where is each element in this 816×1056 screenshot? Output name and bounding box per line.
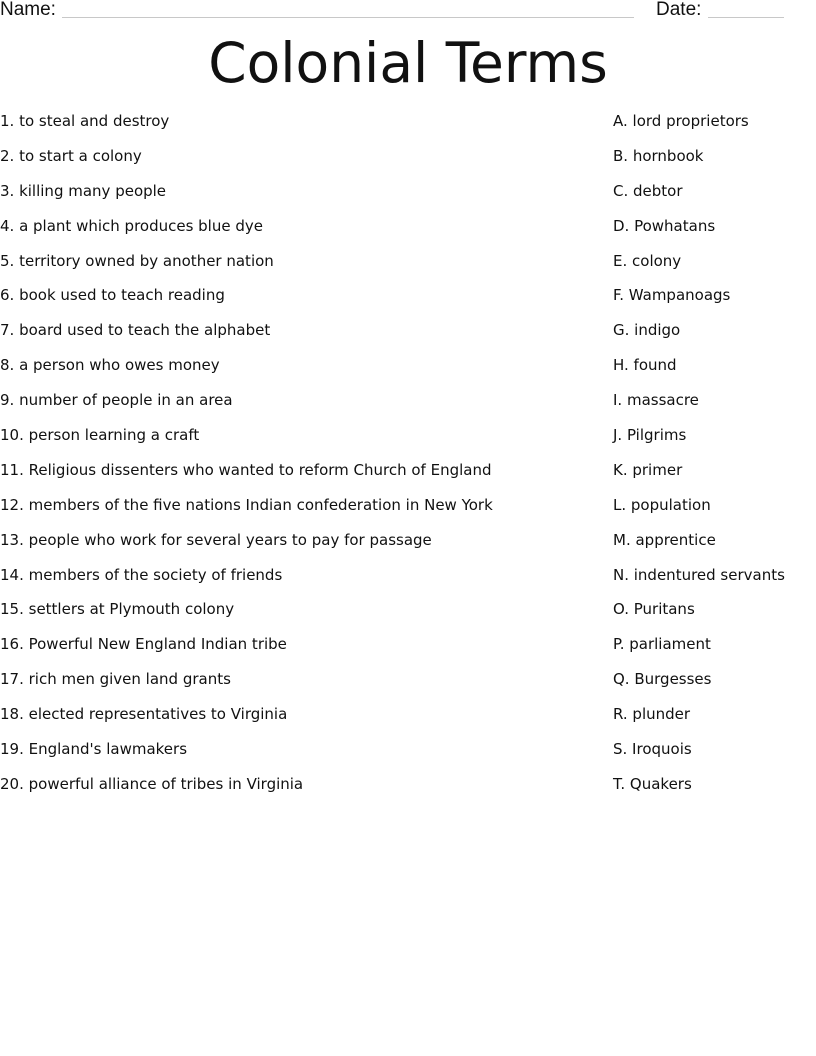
answer-item: G. indigo [613, 321, 681, 340]
answer-item: S. Iroquois [613, 740, 692, 759]
clue-item: 2. to start a colony [0, 146, 142, 165]
clue-item: 14. members of the society of friends [0, 565, 283, 584]
clue-item: 11. Religious dissenters who wanted to reform Church of England [0, 460, 492, 479]
clue-item: 20. powerful alliance of tribes in Virginia [0, 774, 304, 793]
answer-item: H. found [613, 356, 677, 375]
answer-item: J. Pilgrims [613, 426, 687, 445]
clue-item: 19. England's lawmakers [0, 740, 188, 759]
name-blank-line [62, 17, 634, 18]
name-label: Name: [0, 0, 56, 20]
clue-item: 6. book used to teach reading [0, 286, 225, 305]
answer-item: N. indentured servants [613, 565, 785, 584]
answer-item: E. colony [613, 251, 682, 270]
clue-item: 12. members of the five nations Indian confederation in New York [0, 495, 493, 514]
clue-item: 13. people who work for several years to pay for passage [0, 530, 432, 549]
answer-item: F. Wampanoags [613, 286, 731, 305]
worksheet-header [0, 0, 816, 24]
answer-item: M. apprentice [613, 530, 716, 549]
clue-item: 4. a plant which produces blue dye [0, 216, 263, 235]
answer-item: L. population [613, 495, 711, 514]
worksheet-title: Colonial Terms [208, 31, 608, 95]
answer-item: A. lord proprietors [613, 112, 749, 130]
clue-item: 1. to steal and destroy [0, 112, 170, 130]
answer-item: R. plunder [613, 705, 691, 724]
answer-item: I. massacre [613, 391, 699, 410]
answer-item: B. hornbook [613, 146, 704, 165]
answer-item: C. debtor [613, 181, 683, 200]
clue-item: 7. board used to teach the alphabet [0, 321, 271, 340]
answer-item: T. Quakers [613, 774, 692, 793]
answer-item: D. Powhatans [613, 216, 716, 235]
clue-item: 3. killing many people [0, 181, 167, 200]
clue-item: 10. person learning a craft [0, 426, 200, 445]
answer-item: K. primer [613, 460, 683, 479]
date-blank-line [708, 17, 784, 18]
clue-item: 5. territory owned by another nation [0, 251, 274, 270]
answer-bank [613, 111, 813, 809]
clue-item: 17. rich men given land grants [0, 670, 231, 689]
clue-item: 15. settlers at Plymouth colony [0, 600, 235, 619]
answer-item: Q. Burgesses [613, 670, 712, 689]
answer-item: O. Puritans [613, 600, 695, 619]
answer-item: P. parliament [613, 635, 711, 654]
clue-list [0, 111, 590, 809]
clue-item: 9. number of people in an area [0, 391, 233, 410]
date-label: Date: [656, 0, 702, 20]
clue-item: 18. elected representatives to Virginia [0, 705, 288, 724]
clue-item: 8. a person who owes money [0, 356, 220, 375]
clue-item: 16. Powerful New England Indian tribe [0, 635, 287, 654]
